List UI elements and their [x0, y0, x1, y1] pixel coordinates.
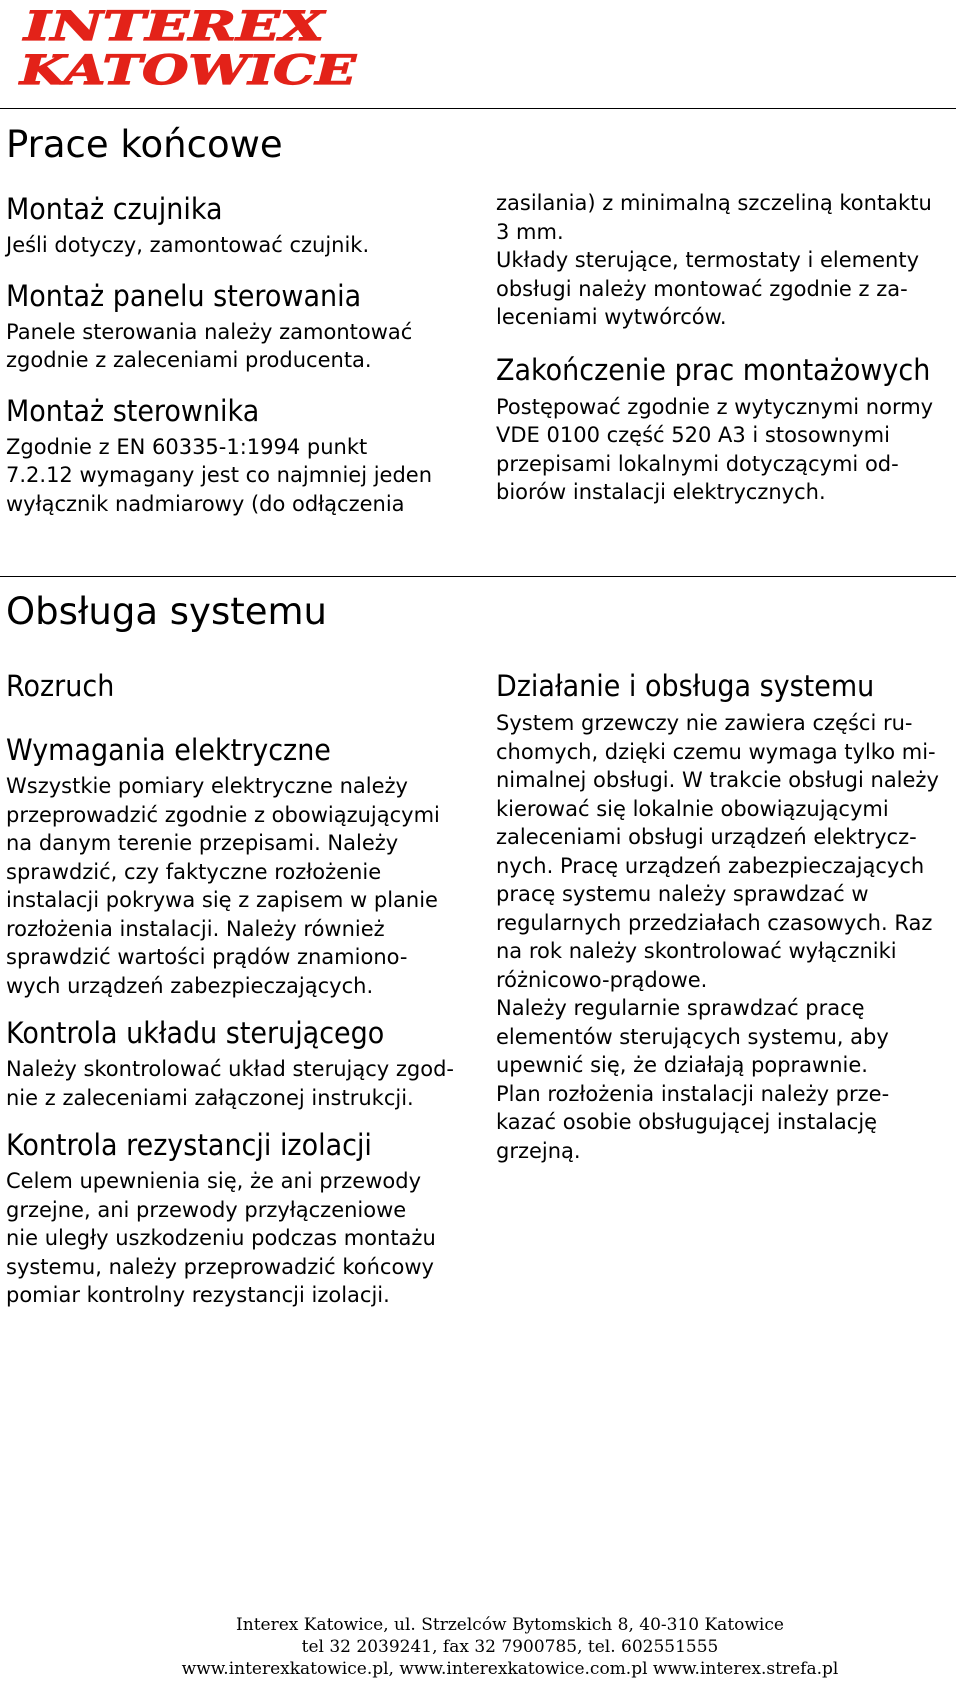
- heading-montaz-sterownika: Montaż sterownika: [6, 393, 260, 428]
- section1-left-column: [6, 192, 456, 518]
- text-zasilania: zasilania) z minimalną szczeliną kontaktu 3 mm. Układy sterujące, termostaty i elementy obsługi należy montować zgodnie z za- leceniami wytwórców.: [496, 191, 932, 329]
- section-title-prace-koncowe: Prace końcowe: [6, 123, 283, 166]
- section2-right-column: [496, 669, 956, 1165]
- heading-montaz-panelu: Montaż panelu sterowania: [6, 278, 362, 313]
- footer-websites: www.interexkatowice.pl, www.interexkatowice.com.pl www.interex.strefa.pl: [181, 1659, 839, 1679]
- logo-line2: KATOWICE: [18, 47, 357, 94]
- logo-line1: INTEREX: [22, 3, 327, 50]
- footer-address: Interex Katowice, ul. Strzelców Bytomskich 8, 40-310 Katowice: [236, 1615, 784, 1635]
- footer-phones: tel 32 2039241, fax 32 7900785, tel. 602551555: [301, 1637, 719, 1657]
- text-wymagania-elektryczne: Wszystkie pomiary elektryczne należy przeprowadzić zgodnie z obowiązującymi na danym terenie przepisami. Należy sprawdzić, czy faktyczne rozłożenie instalacji pokrywa się z zapisem w planie rozłożenia instalacji. Należy również sprawdzić wartości prądów znamiono- wych urządzeń zabezpieczających.: [6, 774, 440, 998]
- heading-rozruch: Rozruch: [6, 669, 115, 703]
- section-title-obsluga-systemu: Obsługa systemu: [6, 590, 327, 633]
- heading-montaz-czujnika: Montaż czujnika: [6, 192, 223, 226]
- text-kontrola-ukladu: Należy skontrolować układ sterujący zgod- nie z zaleceniami załączonej instrukcji.: [6, 1057, 454, 1110]
- text-montaz-panelu: Panele sterowania należy zamontować zgodnie z zaleceniami producenta.: [6, 319, 413, 372]
- text-dzialanie-obsluga: System grzewczy nie zawiera części ru- chomych, dzięki czemu wymaga tylko mi- nimalnej obsługi. W trakcie obsługi należy kierować się lokalnie obowiązującymi zaleceniami obsługi urządzeń elektrycz- nych. Pracę urządzeń zabezpieczających pracę systemu należy sprawdzać w regularnych przedziałach czasowych. Raz na rok należy skontrolować wyłączniki różnicowo-prądowe. Należy regularnie sprawdzać pracę elementów sterujących systemu, aby upewnić się, że działają poprawnie. Plan rozłożenia instalacji należy prze- kazać osobie obsługującej instalację grzejną.: [496, 711, 939, 1163]
- heading-dzialanie-obsluga: Działanie i obsługa systemu: [496, 669, 875, 703]
- heading-wymagania-elektryczne: Wymagania elektryczne: [6, 733, 331, 767]
- middle-divider: [0, 576, 956, 577]
- page-footer: [150, 1614, 870, 1680]
- heading-kontrola-ukladu: Kontrola układu sterującego: [6, 1016, 385, 1050]
- text-montaz-czujnika: Jeśli dotyczy, zamontować czujnik.: [6, 233, 370, 257]
- text-kontrola-rezystancji: Celem upewnienia się, że ani przewody grzejne, ani przewody przyłączeniowe nie uległy uszkodzeniu podczas montażu systemu, należy przeprowadzić końcowy pomiar kontrolny rezystancji izolacji.: [6, 1169, 436, 1307]
- text-zakonczenie-prac: Postępować zgodnie z wytycznymi normy VDE 0100 część 520 A3 i stosownymi przepisami lokalnymi dotyczącymi od- biorów instalacji elektrycznych.: [496, 394, 934, 504]
- section1-right-column: [496, 189, 956, 507]
- section2-left-column: [6, 669, 456, 1310]
- heading-zakonczenie-prac: Zakończenie prac montażowych: [496, 352, 931, 387]
- company-logo: [18, 2, 378, 94]
- heading-kontrola-rezystancji: Kontrola rezystancji izolacji: [6, 1128, 372, 1162]
- text-montaz-sterownika: Zgodnie z EN 60335-1:1994 punkt 7.2.12 wymagany jest co najmniej jeden wyłącznik nadmiarowy (do odłączenia: [6, 434, 433, 516]
- top-divider: [0, 108, 956, 109]
